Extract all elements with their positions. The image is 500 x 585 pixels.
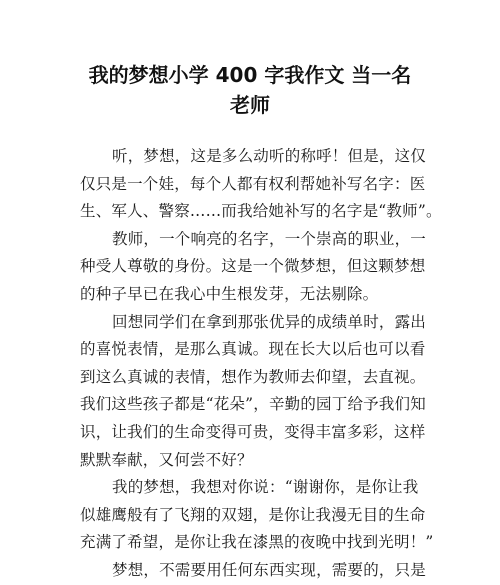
text-line: 似雄鹰般有了飞翔的双翅，是你让我漫无目的生命 <box>80 505 426 524</box>
text-line: 充满了希望，是你让我在漆黑的夜晚中找到光明！” <box>80 533 434 552</box>
title-line: 老师 <box>230 93 270 117</box>
text-line: 教师，一个响亮的名字，一个崇高的职业，一 <box>112 229 427 248</box>
title-line: 我的梦想小学 400 字我作文 当一名 <box>88 63 412 87</box>
document-title <box>60 60 440 120</box>
text-line: 识，让我们的生命变得可贵，变得丰富多彩，这样 <box>80 422 426 441</box>
text-line: 梦想，不需要用任何东西实现，需要的，只是 <box>112 560 427 579</box>
text-line: 的种子早已在我心中生根发芽，无法剔除。 <box>80 284 379 303</box>
document-body <box>80 143 442 585</box>
text-line: 仅只是一个娃，每个人都有权利帮她补写名字：医 <box>80 174 426 193</box>
text-line: 我们这些孩子都是“花朵”，辛勤的园丁给予我们知 <box>80 395 426 414</box>
text-line: 到这么真诚的表情，想作为教师去仰望，去直视。 <box>80 367 426 386</box>
text-line: 回想同学们在拿到那张优异的成绩单时，露出 <box>112 312 427 331</box>
text-line: 的喜悦表情，是那么真诚。现在长大以后也可以看 <box>80 340 426 359</box>
text-line: 我的梦想，我想对你说：“谢谢你，是你让我 <box>112 478 419 497</box>
text-line: 生、军人、警察……而我给她补写的名字是“教师”。 <box>80 202 442 221</box>
text-line: 种受人尊敬的身份。这是一个微梦想，但这颗梦想 <box>80 257 426 276</box>
text-line: 默默奉献，又何尝不好？ <box>80 450 253 469</box>
text-line: 听，梦想，这是多么动听的称呼！但是，这仅 <box>112 147 427 165</box>
